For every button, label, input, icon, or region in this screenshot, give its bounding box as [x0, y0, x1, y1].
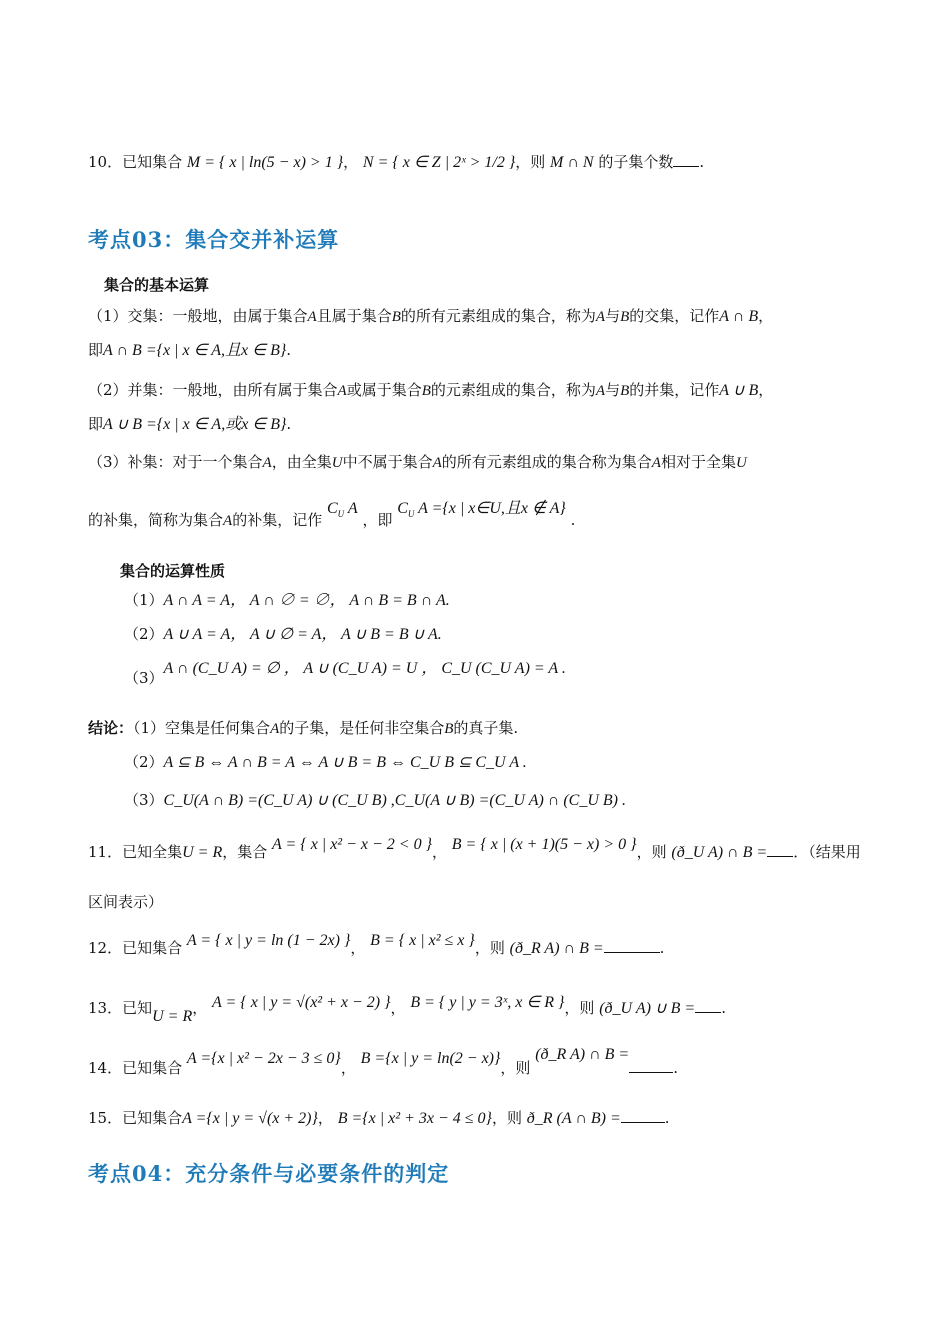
question-11: 11．已知全集U = R，集合 A = { x | x² − x − 2 < 0 }， B = { x | (x + 1)(5 − x) > 0 }，则 (ð_U A) ∩ B = ．（结果用 [88, 836, 861, 861]
complement-def: （3）补集：对于一个集合A，由全集U中不属于集合A的所有元素组成的集合称为集合A相对于全集U [88, 453, 747, 471]
subtitle-basic-operations: 集合的基本运算 [104, 276, 210, 294]
union-formula: 即A ∪ B ={x | x ∈ A,或x ∈ B}. [88, 415, 292, 433]
conclusion-1: 结论：（1）空集是任何集合A的子集，是任何非空集合B的真子集. [88, 719, 519, 737]
property-3: （3）A ∩ (C_U A) = ∅ ， A ∪ (C_U A) = U ， C_U (C_U A) = A . [124, 660, 566, 687]
question-14: 14．已知集合 A ={x | x² − 2x − 3 ≤ 0}， B ={x | y = ln(2 − x)}，则 (ð_R A) ∩ B =. [88, 1046, 679, 1077]
question-10: 10．已知集合 M = { x | ln(5 − x) > 1 }， N = { x ∈ Z | 2ˣ > 1/2 }，则 M ∩ N 的子集个数 . [88, 153, 705, 171]
answer-blank[interactable] [629, 1058, 673, 1073]
answer-blank[interactable] [621, 1108, 665, 1123]
answer-blank[interactable] [673, 152, 699, 167]
section-title-03: 考点03：集合交并补运算 [88, 227, 340, 252]
question-11-cont: 区间表示） [88, 893, 164, 911]
answer-blank[interactable] [604, 938, 660, 953]
complement-formula: 的补集，简称为集合A的补集，记作 $C_U$ A ，即 $C_U$ A ={x | x∈U,且x ∉ A} . [88, 500, 576, 529]
subtitle-properties: 集合的运算性质 [120, 562, 226, 580]
question-13: 13．已知U = R， A = { x | y = √(x² + x − 2) }， B = { y | y = 3ˣ, x ∈ R }，则 (ð_U A) ∪ B = . [88, 994, 726, 1025]
union-def: （2）并集：一般地，由所有属于集合A或属于集合B的元素组成的集合，称为A与B的并集，记作A ∪ B， [88, 381, 774, 399]
property-1: （1）A ∩ A = A， A ∩ ∅ = ∅， A ∩ B = B ∩ A. [124, 591, 450, 609]
conclusion-2: （2）A ⊆ B ⇔ A ∩ B = A ⇔ A ∪ B = B ⇔ C_U B ⊆ C_U A . [124, 753, 527, 771]
conclusion-3: （3）C_U(A ∩ B) =(C_U A) ∪ (C_U B) ,C_U(A ∪ B) =(C_U A) ∩ (C_U B) . [124, 791, 626, 809]
answer-blank[interactable] [767, 842, 793, 857]
question-15: 15．已知集合A ={x | y = √(x + 2)}， B ={x | x² + 3x − 4 ≤ 0}，则 ð_R (A ∩ B) = . [88, 1109, 670, 1127]
set-m-def: M = { x | ln(5 − x) > 1 } [186, 154, 344, 171]
property-2: （2）A ∪ A = A， A ∪ ∅ = A， A ∪ B = B ∪ A. [124, 625, 442, 643]
question-12: 12．已知集合 A = { x | y = ln (1 − 2x) }， B = { x | x² ≤ x }，则 (ð_R A) ∩ B = . [88, 932, 665, 957]
intersection-formula: 即A ∩ B ={x | x ∈ A,且x ∈ B}. [88, 341, 292, 359]
intersection-def: （1）交集：一般地，由属于集合A且属于集合B的所有元素组成的集合，称为A与B的交集，记作A ∩ B， [88, 307, 774, 325]
set-n-def: N = { x ∈ Z | 2ˣ > 1/2 } [362, 154, 516, 171]
answer-blank[interactable] [695, 998, 721, 1013]
section-title-04: 考点04：充分条件与必要条件的判定 [88, 1161, 450, 1186]
